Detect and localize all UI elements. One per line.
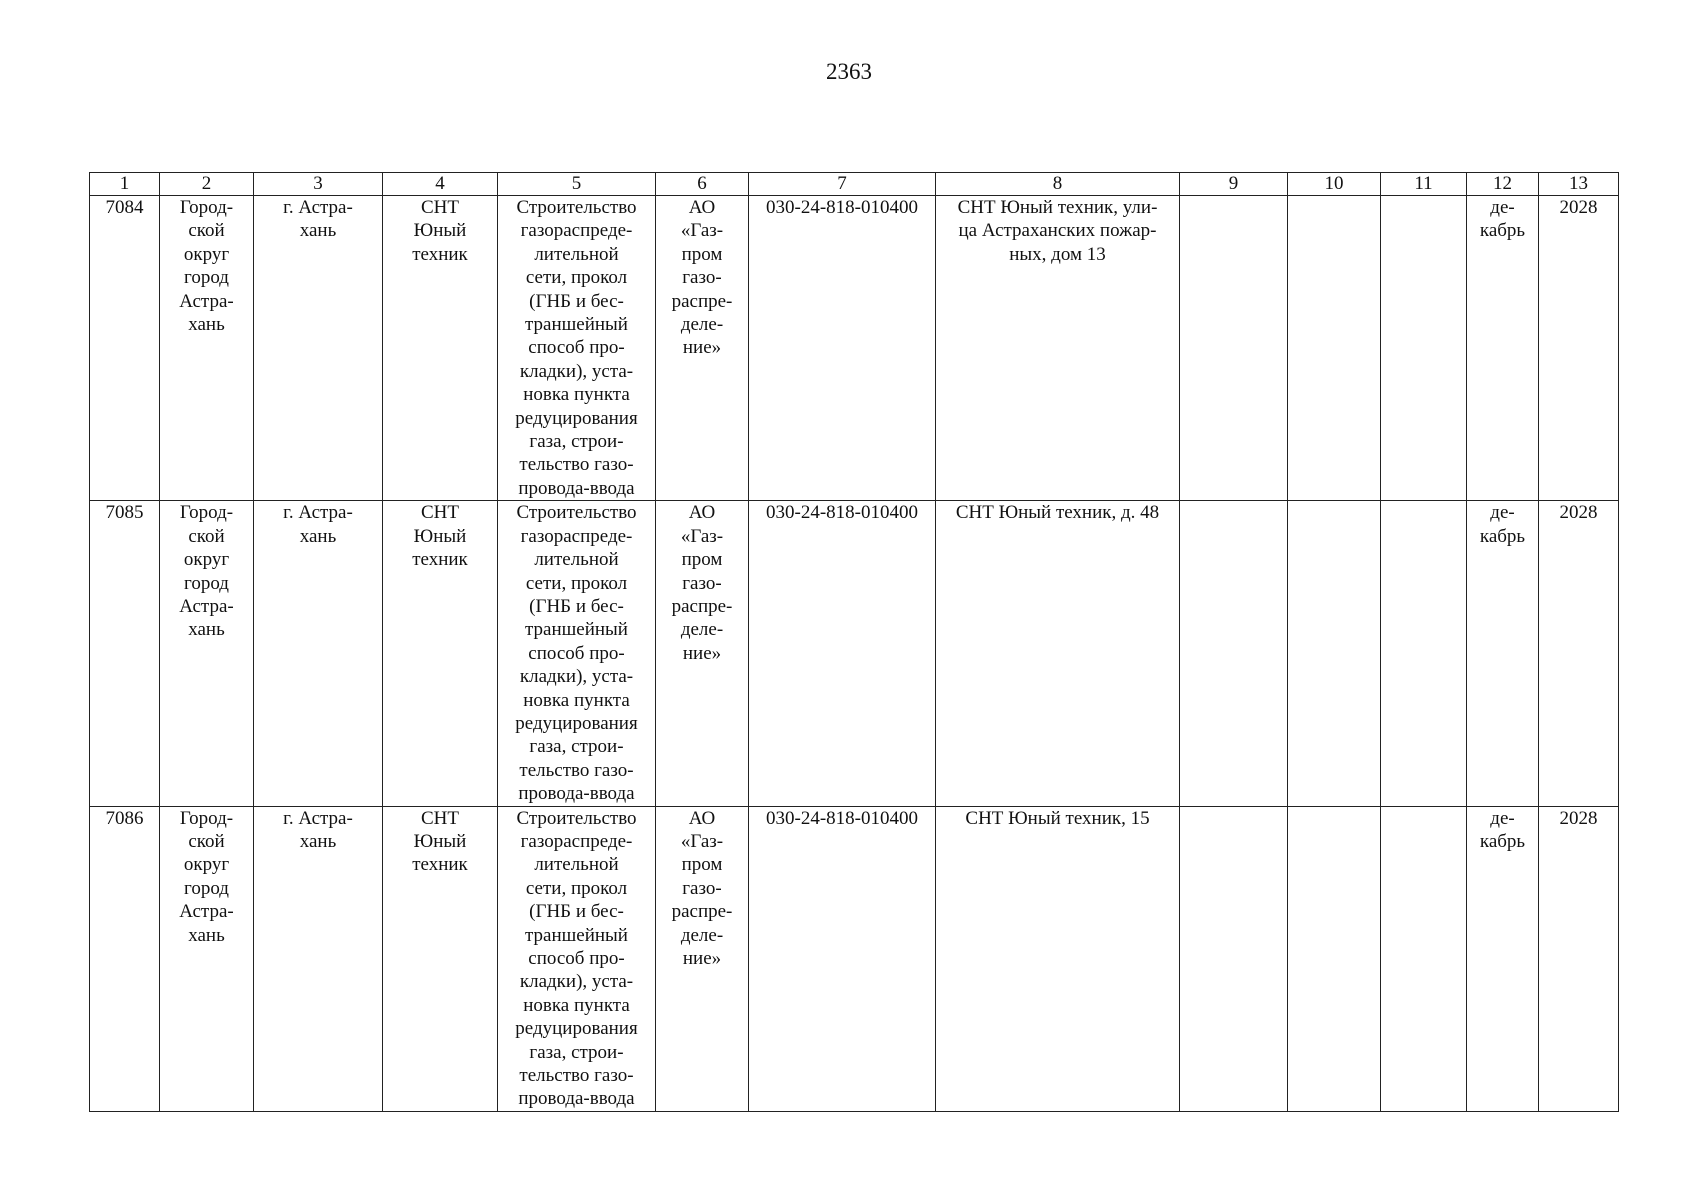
cell-line: газо-: [682, 572, 722, 594]
cell-line: хань: [188, 924, 225, 946]
cell-line: кладки), уста-: [519, 666, 634, 688]
cell-line: СНТ: [421, 807, 459, 829]
cell-line: «Газ-: [680, 830, 724, 852]
cell-line: Строительство: [516, 197, 637, 218]
cell-work-description: [498, 501, 656, 806]
cell-line: новка пункта: [523, 994, 630, 1016]
cell-organization: [656, 806, 749, 1111]
column-header: 10: [1288, 173, 1381, 196]
cell-line: «Газ-: [680, 525, 724, 547]
cell-line: хань: [188, 314, 225, 336]
cell-col-9: [1180, 196, 1288, 501]
cell-line: провода-ввода: [518, 477, 635, 499]
cell-year: 2028: [1539, 806, 1619, 1111]
cell-line: техник: [412, 854, 468, 876]
header-row: [90, 173, 1619, 196]
column-header: 7: [749, 173, 936, 196]
cell-line: Город-: [179, 807, 234, 829]
cell-line: газа, строи-: [529, 1041, 624, 1063]
column-header: 6: [656, 173, 749, 196]
cell-line: техник: [412, 549, 468, 571]
cell-line: способ про-: [528, 337, 625, 359]
cell-line: округ: [183, 854, 230, 876]
cell-line: кладки), уста-: [519, 360, 634, 382]
cell-line: Строительство: [516, 807, 637, 829]
cell-line: де-: [1490, 197, 1515, 218]
cell-line: траншейный: [525, 619, 628, 641]
cell-line: Астра-: [179, 901, 234, 923]
cell-line: Город-: [179, 197, 234, 218]
cell-line: кабрь: [1479, 220, 1526, 242]
cell-col-10: [1288, 501, 1381, 806]
cell-line: редуцирования: [515, 407, 638, 429]
cell-line: округ: [183, 243, 230, 265]
cell-line: Юный: [413, 525, 467, 547]
cell-settlement: [383, 196, 498, 501]
cell-line: редуцирования: [515, 712, 638, 734]
cell-line: способ про-: [528, 642, 625, 664]
cell-line: газо-: [682, 877, 722, 899]
cell-line: де-: [1490, 807, 1515, 829]
cell-district: [160, 501, 254, 806]
cell-line: техник: [412, 243, 468, 265]
cell-line: АО: [688, 502, 716, 524]
cell-line: газораспреде-: [520, 830, 633, 852]
cell-district: [160, 806, 254, 1111]
cell-line: ние»: [682, 337, 722, 359]
cell-col-11: [1381, 501, 1467, 806]
cell-line: АО: [688, 197, 716, 218]
cell-line: г. Астра-: [283, 197, 353, 218]
cell-district: [160, 196, 254, 501]
cell-line: газа, строи-: [529, 736, 624, 758]
cell-line: траншейный: [525, 924, 628, 946]
cell-line: де-: [1490, 502, 1515, 524]
cell-line: сети, прокол: [525, 572, 628, 594]
cell-line: распре-: [671, 901, 733, 923]
cell-line: ца Астраханских пожар-: [958, 220, 1157, 242]
cell-year: 2028: [1539, 501, 1619, 806]
column-header: 8: [936, 173, 1180, 196]
cell-year: 2028: [1539, 196, 1619, 501]
cell-row-number: 7086: [90, 806, 160, 1111]
cell-line: город: [184, 572, 229, 594]
table-row: [90, 501, 1619, 806]
cell-line: (ГНБ и бес-: [529, 290, 624, 312]
cell-row-number: 7085: [90, 501, 160, 806]
cell-code: [749, 501, 936, 806]
cell-col-11: [1381, 196, 1467, 501]
cell-line: распре-: [671, 595, 733, 617]
cell-line: кладки), уста-: [519, 971, 634, 993]
cell-line: кабрь: [1479, 525, 1526, 547]
cell-line: лительной: [534, 854, 619, 876]
cell-month: [1467, 196, 1539, 501]
cell-col-10: [1288, 806, 1381, 1111]
cell-address: [936, 501, 1180, 806]
cell-address: [936, 806, 1180, 1111]
cell-settlement: [383, 501, 498, 806]
cell-line: СНТ: [421, 502, 459, 524]
cell-line: 030-24-818-010400: [766, 502, 918, 524]
column-header: 9: [1180, 173, 1288, 196]
cell-col-9: [1180, 806, 1288, 1111]
cell-code: [749, 806, 936, 1111]
cell-line: Юный: [413, 830, 467, 852]
cell-line: провода-ввода: [518, 1088, 635, 1110]
cell-line: хань: [299, 830, 337, 852]
cell-organization: [656, 501, 749, 806]
cell-work-description: [498, 196, 656, 501]
cell-locality: [254, 196, 383, 501]
cell-line: провода-ввода: [518, 783, 635, 805]
page-number: 2363: [826, 59, 872, 84]
cell-locality: [254, 806, 383, 1111]
cell-line: деле-: [680, 314, 724, 336]
cell-line: ской: [188, 220, 225, 242]
cell-line: АО: [688, 807, 716, 829]
cell-line: способ про-: [528, 948, 625, 969]
cell-line: Юный: [413, 220, 467, 242]
cell-col-10: [1288, 196, 1381, 501]
cell-locality: [254, 501, 383, 806]
cell-line: газораспреде-: [520, 525, 633, 547]
cell-line: СНТ Юный техник, д. 48: [955, 502, 1160, 524]
cell-line: новка пункта: [523, 689, 630, 711]
cell-line: траншейный: [525, 314, 628, 336]
cell-month: [1467, 501, 1539, 806]
cell-line: Астра-: [179, 595, 234, 617]
cell-line: хань: [299, 525, 337, 547]
cell-line: СНТ Юный техник, 15: [965, 807, 1150, 829]
cell-line: хань: [188, 619, 225, 641]
cell-line: (ГНБ и бес-: [529, 595, 624, 617]
column-header: 2: [160, 173, 254, 196]
cell-organization: [656, 196, 749, 501]
gasification-table: [89, 172, 1619, 1112]
column-header: 12: [1467, 173, 1539, 196]
table-row: [90, 196, 1619, 501]
cell-work-description: [498, 806, 656, 1111]
cell-col-9: [1180, 501, 1288, 806]
cell-line: СНТ Юный техник, ули-: [957, 197, 1158, 218]
cell-line: Астра-: [179, 290, 234, 312]
cell-line: СНТ: [421, 197, 459, 218]
cell-line: ние»: [682, 948, 722, 969]
cell-line: тельство газо-: [519, 759, 634, 781]
cell-line: пром: [681, 854, 723, 876]
cell-line: деле-: [680, 619, 724, 641]
column-header: 5: [498, 173, 656, 196]
cell-line: город: [184, 267, 229, 289]
cell-line: сети, прокол: [525, 877, 628, 899]
cell-line: город: [184, 877, 229, 899]
cell-line: лительной: [534, 243, 619, 265]
cell-line: ской: [188, 525, 225, 547]
cell-line: лительной: [534, 549, 619, 571]
cell-line: округ: [183, 549, 230, 571]
cell-line: газораспреде-: [520, 220, 633, 242]
column-header: 3: [254, 173, 383, 196]
cell-line: тельство газо-: [519, 1065, 634, 1087]
column-header: 13: [1539, 173, 1619, 196]
cell-line: кабрь: [1479, 830, 1526, 852]
cell-code: [749, 196, 936, 501]
cell-line: Город-: [179, 502, 234, 524]
cell-line: пром: [681, 549, 723, 571]
cell-line: газа, строи-: [529, 431, 624, 453]
cell-line: ской: [188, 830, 225, 852]
cell-address: [936, 196, 1180, 501]
cell-line: г. Астра-: [283, 807, 353, 829]
cell-month: [1467, 806, 1539, 1111]
column-header: 1: [90, 173, 160, 196]
column-header: 4: [383, 173, 498, 196]
cell-line: новка пункта: [523, 384, 630, 406]
cell-col-11: [1381, 806, 1467, 1111]
cell-line: г. Астра-: [283, 502, 353, 524]
cell-line: деле-: [680, 924, 724, 946]
cell-line: редуцирования: [515, 1018, 638, 1040]
cell-line: «Газ-: [680, 220, 724, 242]
cell-line: пром: [681, 243, 723, 265]
cell-line: газо-: [682, 267, 722, 289]
cell-settlement: [383, 806, 498, 1111]
cell-line: 030-24-818-010400: [766, 807, 918, 829]
table-row: [90, 806, 1619, 1111]
cell-line: сети, прокол: [525, 267, 628, 289]
cell-row-number: 7084: [90, 196, 160, 501]
table-body: [90, 196, 1619, 1112]
cell-line: ние»: [682, 642, 722, 664]
cell-line: распре-: [671, 290, 733, 312]
cell-line: (ГНБ и бес-: [529, 901, 624, 923]
cell-line: хань: [299, 220, 337, 242]
column-header: 11: [1381, 173, 1467, 196]
cell-line: 030-24-818-010400: [766, 197, 918, 218]
cell-line: тельство газо-: [519, 454, 634, 476]
cell-line: Строительство: [516, 502, 637, 524]
cell-line: ных, дом 13: [1009, 243, 1106, 265]
